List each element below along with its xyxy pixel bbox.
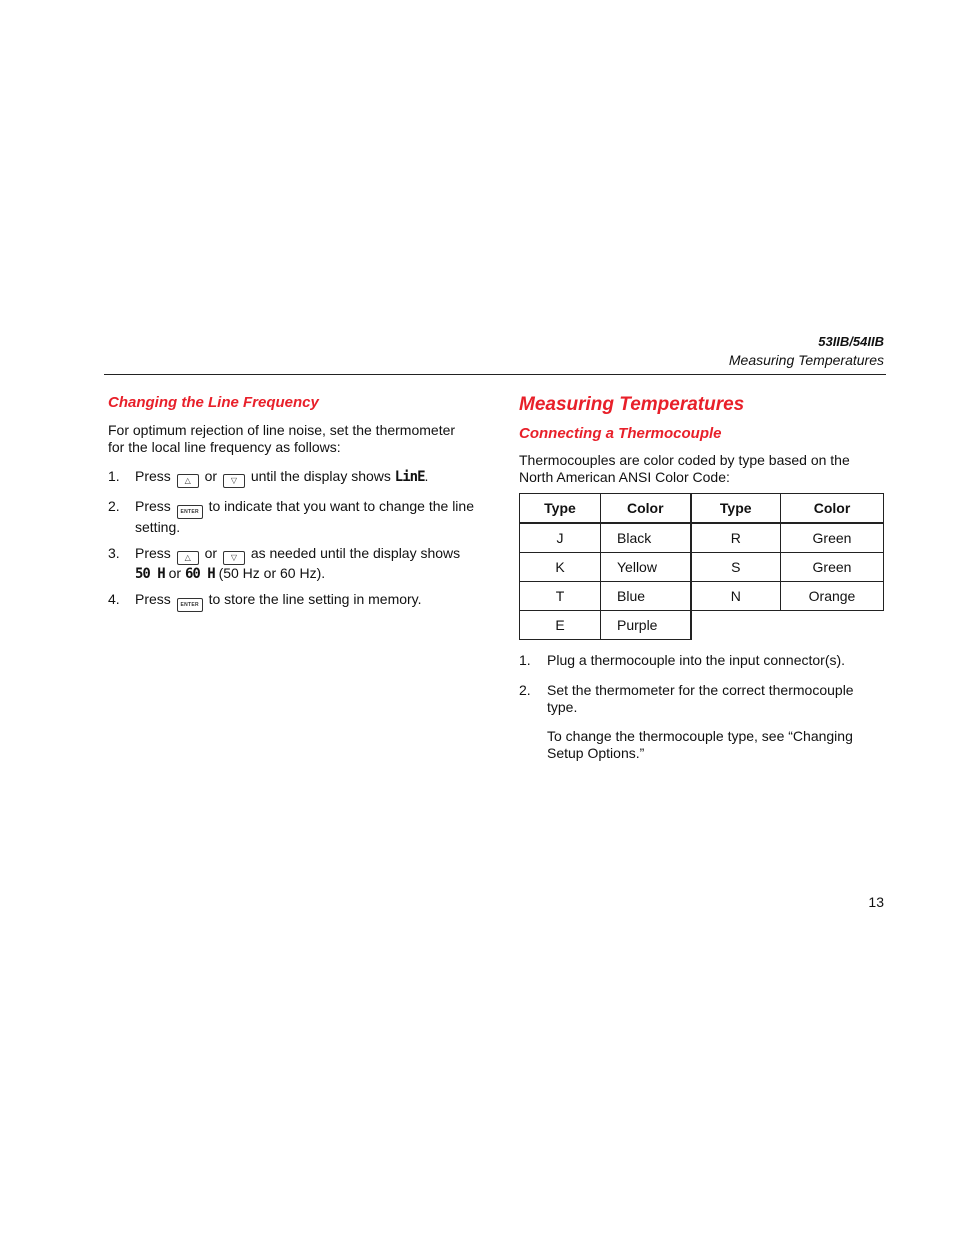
step-4: Press ENTER to store the line setting in memory. — [135, 591, 495, 612]
header-divider — [104, 374, 886, 375]
enter-key-icon: ENTER — [177, 505, 203, 519]
up-arrow-key-icon: △ — [177, 474, 199, 488]
lcd-line-display: LinE — [394, 469, 425, 485]
step-number: 2. — [519, 682, 531, 698]
step-number: 4. — [108, 591, 120, 607]
thermocouple-note: To change the thermocouple type, see “Changing Setup Options.” — [547, 728, 853, 761]
table-row: T Blue N Orange — [520, 582, 884, 611]
table-header: Type — [520, 494, 601, 524]
step-number: 1. — [108, 468, 120, 484]
thermocouple-color-table — [519, 493, 884, 640]
table-header: Type — [691, 494, 781, 524]
connecting-thermocouple-heading: Connecting a Thermocouple — [519, 425, 722, 442]
down-arrow-key-icon: ▽ — [223, 551, 245, 565]
line-frequency-heading: Changing the Line Frequency — [108, 394, 319, 411]
up-arrow-key-icon: △ — [177, 551, 199, 565]
step-3: Press △ or ▽ as needed until the display shows 50 H or 60 H (50 Hz or 60 Hz). — [135, 545, 461, 582]
step-number: 1. — [519, 652, 531, 668]
step-1: Press △ or ▽ until the display shows LinE. — [135, 468, 495, 488]
header-model: 53IIB/54IIB — [818, 334, 884, 349]
lcd-60hz-display: 60 H — [184, 566, 215, 582]
header-section: Measuring Temperatures — [728, 352, 884, 368]
measuring-temperatures-heading: Measuring Temperatures — [519, 394, 745, 415]
line-frequency-intro: For optimum rejection of line noise, set the thermometer for the local line frequency as follows: — [108, 422, 456, 455]
lcd-50hz-display: 50 H — [135, 566, 165, 582]
table-header: Color — [601, 494, 691, 524]
table-header-row — [520, 494, 884, 524]
table-row: K Yellow S Green — [520, 553, 884, 582]
down-arrow-key-icon: ▽ — [223, 474, 245, 488]
step-2: Press ENTER to indicate that you want to change the line setting. — [135, 498, 474, 535]
thermocouple-step-1: Plug a thermocouple into the input connector(s). — [547, 652, 846, 668]
step-number: 2. — [108, 498, 120, 514]
table-row: E Purple — [520, 611, 884, 640]
step-number: 3. — [108, 545, 120, 561]
thermocouple-intro: Thermocouples are color coded by type based on the North American ANSI Color Code: — [519, 452, 850, 485]
page-number: 13 — [868, 894, 884, 910]
table-header: Color — [781, 494, 884, 524]
table-row: J Black R Green — [520, 523, 884, 553]
enter-key-icon: ENTER — [177, 598, 203, 612]
thermocouple-step-2: Set the thermometer for the correct thermocouple type. — [547, 682, 854, 715]
